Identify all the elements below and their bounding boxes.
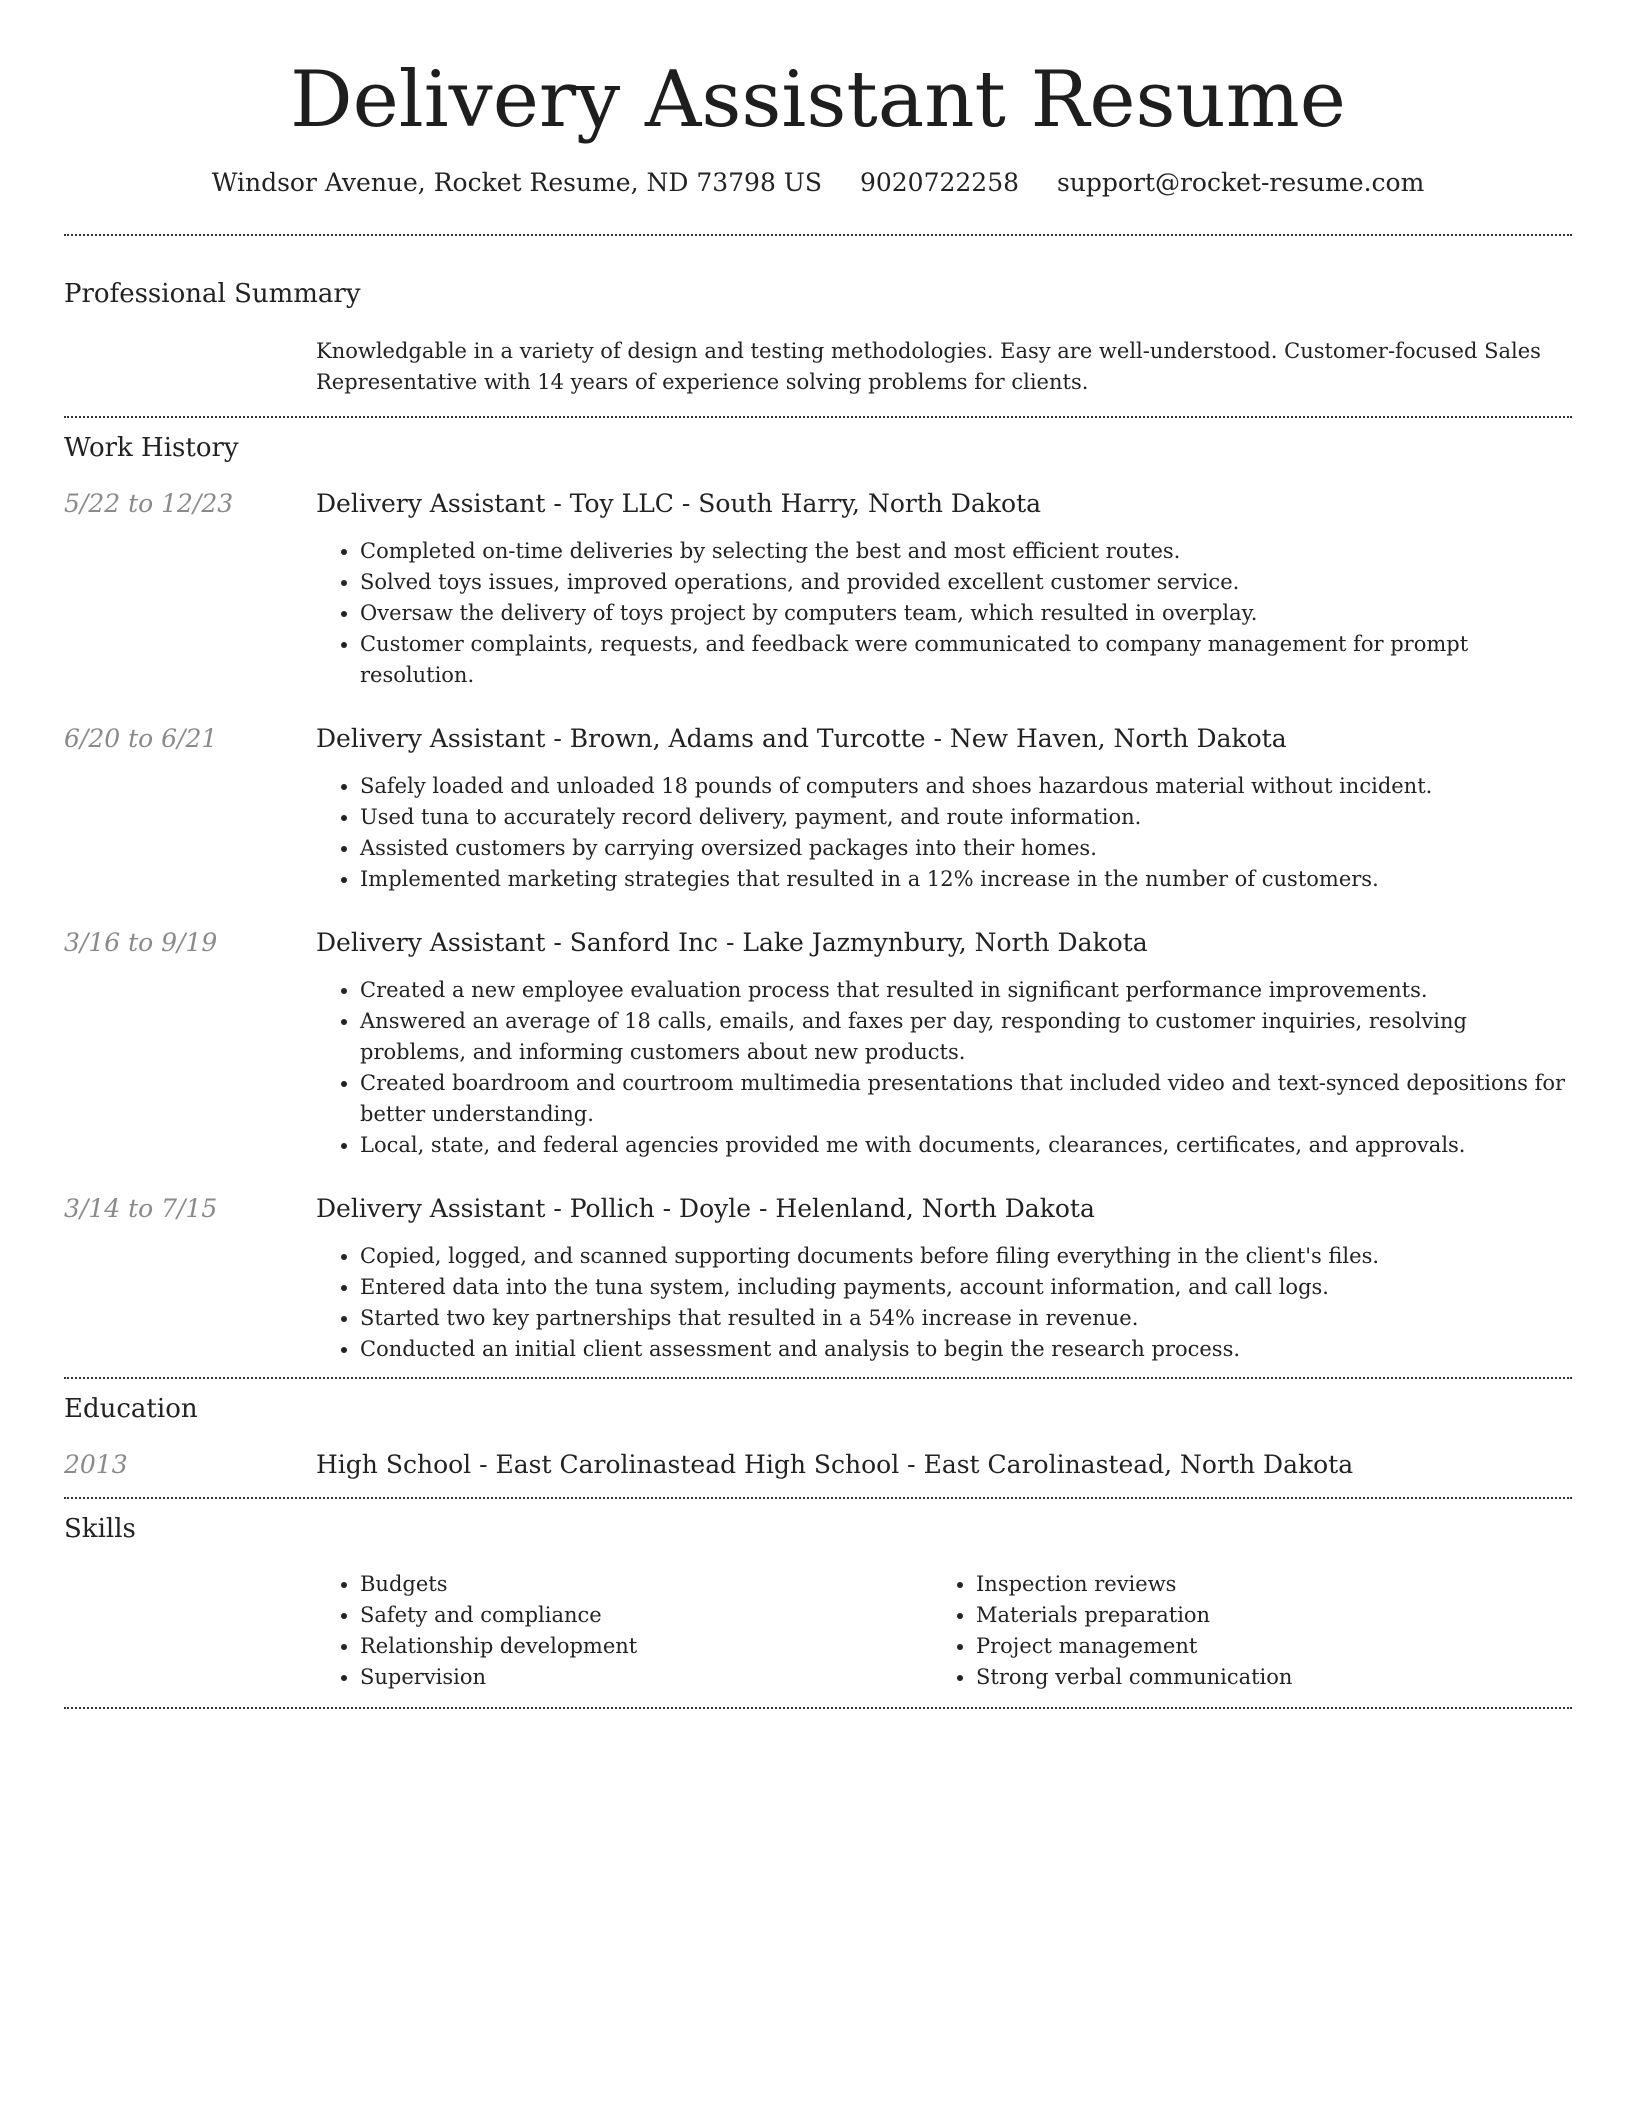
skill-item: • Inspection reviews [976, 1569, 1292, 1600]
work-role: Delivery Assistant - Toy LLC - South Harry, North Dakota [316, 489, 1042, 518]
work-bullet: • Assisted customers by carrying oversized packages into their homes. [360, 833, 1572, 864]
work-bullet: • Copied, logged, and scanned supporting documents before filing everything in the client's files. [360, 1241, 1572, 1272]
divider [64, 1707, 1572, 1709]
work-date: 5/22 to 12/23 [64, 489, 234, 518]
work-bullet: • Safely loaded and unloaded 18 pounds of computers and shoes hazardous material without incident. [360, 771, 1572, 802]
work-bullet: • Started two key partnerships that resulted in a 54% increase in revenue. [360, 1303, 1572, 1334]
divider [64, 234, 1572, 236]
work-bullet: • Completed on-time deliveries by selecting the best and most efficient routes. [360, 536, 1572, 567]
work-bullets [316, 1241, 1572, 1365]
work-bullet: • Entered data into the tuna system, including payments, account information, and call logs. [360, 1272, 1572, 1303]
work-entry [64, 721, 1572, 895]
work-entry [64, 486, 1572, 691]
contact-phone: 9020722258 [859, 168, 1020, 197]
contact-email: support@rocket-resume.com [1056, 168, 1425, 197]
work-entry [64, 925, 1572, 1161]
resume-title: Delivery Assistant Resume [290, 55, 1346, 145]
work-bullets [316, 536, 1572, 691]
work-bullet: • Used tuna to accurately record delivery, payment, and route information. [360, 802, 1572, 833]
skill-item: • Supervision [360, 1662, 932, 1693]
summary-text: Knowledgable in a variety of design and testing methodologies. Easy are well-understood. Customer-focused Sales Representative with 14 years of experience solving problems for clients. [316, 339, 1541, 394]
skills-heading: Skills [64, 1514, 136, 1544]
skill-item: • Safety and compliance [360, 1600, 932, 1631]
divider [64, 1497, 1572, 1499]
work-bullet: • Implemented marketing strategies that resulted in a 12% increase in the number of customers. [360, 864, 1572, 895]
work-bullet: • Oversaw the delivery of toys project by computers team, which resulted in overplay. [360, 598, 1572, 629]
work-role: Delivery Assistant - Sanford Inc - Lake Jazmynbury, North Dakota [316, 928, 1148, 957]
skill-item: • Relationship development [360, 1631, 932, 1662]
skill-item: • Project management [976, 1631, 1292, 1662]
resume-page [64, 0, 1572, 1709]
work-bullet: • Solved toys issues, improved operations, and provided excellent customer service. [360, 567, 1572, 598]
work-date: 3/16 to 9/19 [64, 928, 218, 957]
contact-address: Windsor Avenue, Rocket Resume, ND 73798 US [211, 168, 822, 197]
work-date: 3/14 to 7/15 [64, 1194, 218, 1223]
skill-item: • Materials preparation [976, 1600, 1292, 1631]
skills-column-right [932, 1569, 1292, 1693]
work-history-list [64, 486, 1572, 1377]
work-role: Delivery Assistant - Pollich - Doyle - Helenland, North Dakota [316, 1194, 1095, 1223]
work-bullet: • Customer complaints, requests, and feedback were communicated to company management for prompt resolution. [360, 629, 1572, 691]
education-date: 2013 [64, 1450, 128, 1479]
work-bullet: • Created a new employee evaluation process that resulted in significant performance improvements. [360, 975, 1572, 1006]
education-heading: Education [64, 1394, 198, 1424]
work-bullets [316, 975, 1572, 1161]
skill-item: • Budgets [360, 1569, 932, 1600]
work-bullet: • Answered an average of 18 calls, emails, and faxes per day, responding to customer inquiries, resolving problems, and informing customers about new products. [360, 1006, 1572, 1068]
work-entry [64, 1191, 1572, 1365]
work-bullets [316, 771, 1572, 895]
work-role: Delivery Assistant - Brown, Adams and Turcotte - New Haven, North Dakota [316, 724, 1287, 753]
divider [64, 416, 1572, 418]
work-bullet: • Conducted an initial client assessment and analysis to begin the research process. [360, 1334, 1572, 1365]
work-bullet: • Local, state, and federal agencies provided me with documents, clearances, certificates, and approvals. [360, 1130, 1572, 1161]
education-detail: High School - East Carolinastead High School - East Carolinastead, North Dakota [316, 1450, 1354, 1479]
skills-column-left [316, 1569, 932, 1693]
work-date: 6/20 to 6/21 [64, 724, 218, 753]
education-list [64, 1447, 1572, 1497]
divider [64, 1377, 1572, 1379]
skill-item: • Strong verbal communication [976, 1662, 1292, 1693]
work-bullet: • Created boardroom and courtroom multimedia presentations that included video and text-synced depositions for better understanding. [360, 1068, 1572, 1130]
skills-list [316, 1569, 1572, 1707]
contact-line [64, 166, 1572, 200]
summary-heading: Professional Summary [64, 279, 361, 309]
work-history-heading: Work History [64, 433, 239, 463]
education-entry [64, 1447, 1572, 1497]
